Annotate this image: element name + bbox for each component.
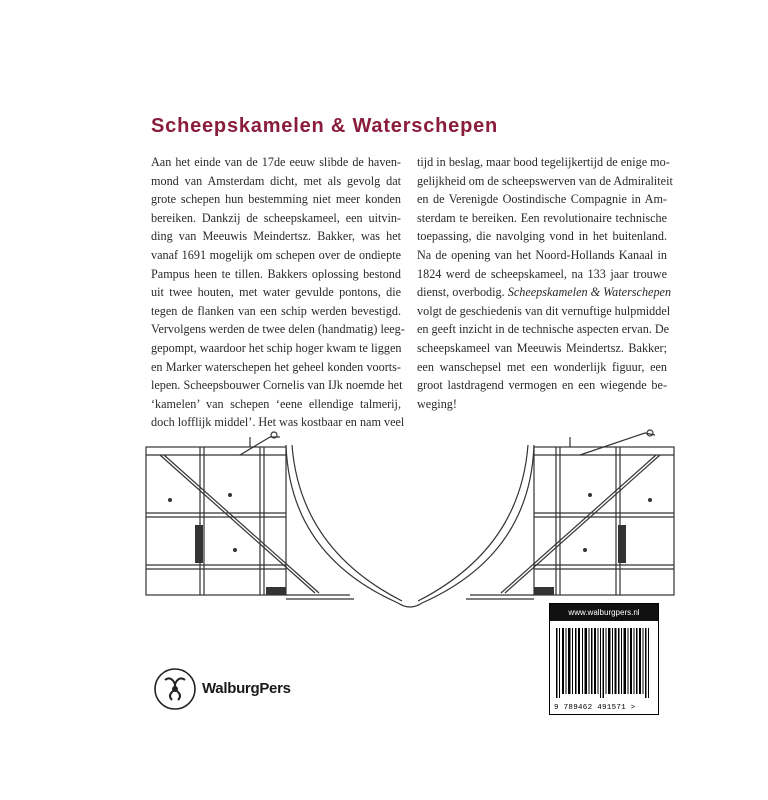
text-line: Vervolgens werden de twee delen (handmatig) leeg-: [151, 322, 405, 337]
text-line: bereiken. Dankzij de scheepskameel, een uitvin-: [151, 210, 401, 225]
text-column-left: [151, 153, 405, 432]
isbn-number: 9 789462 491571 >: [554, 704, 636, 712]
text-line: uit twee houten, met water gevulde pontons, die: [151, 285, 401, 300]
text-line: vanaf 1691 mogelijk om schepen over de ondiepte: [151, 247, 401, 262]
text-fragment: dienst, overbodig.: [417, 285, 508, 300]
publisher-url: www.walburgpers.nl: [550, 604, 658, 621]
text-line: Na de opening van het Noord-Hollands Kanaal in: [417, 247, 667, 262]
text-line: ding van Meeuwis Meindertsz. Bakker, was het: [151, 229, 401, 244]
text-line: gelijkheid om de scheepswerven van de Admiraliteit: [417, 173, 673, 188]
walburgpers-logo-icon: [152, 666, 198, 712]
text-line: Pampus heen te tillen. Bakkers oplossing bestond: [151, 266, 401, 281]
barcode: [549, 603, 659, 715]
text-line: 1824 werd de scheepskameel, na 133 jaar trouwe: [417, 266, 667, 281]
text-line: lepen. Scheepsbouwer Cornelis van IJk noemde het: [151, 378, 403, 393]
text-line: groot lastdragend vermogen en een wiegende be-: [417, 378, 667, 393]
text-line: volgt de geschiedenis van dit vernuftige hulpmiddel: [417, 303, 671, 318]
text-line: scheepskameel van Meeuwis Meindertsz. Bakker;: [417, 340, 667, 355]
text-line: Aan het einde van de 17de eeuw slibde de haven-: [151, 155, 401, 169]
camel-cross-section-drawing: [140, 425, 680, 610]
text-line: ‘kamelen’ van schepen ‘eene ellendige talmerij,: [151, 396, 401, 411]
text-line: tijd in beslag, maar bood tegelijkertijd de enige mo-: [417, 155, 670, 169]
text-line: toepassing, die navolging vond in het buitenland.: [417, 229, 667, 244]
text-line: en Marker waterschepen het geheel konden voorts-: [151, 359, 401, 374]
text-line: sterdam te bereiken. Een revolutionaire technische: [417, 210, 667, 225]
text-line: doch lofflijk middel’. Het was kostbaar en nam veel: [151, 415, 405, 430]
text-line-mixed: [417, 283, 672, 302]
text-line: weging!: [417, 396, 457, 411]
publisher-name: WalburgPers: [202, 680, 291, 697]
text-line: en geeft inzicht in de technische aspecten ervan. De: [417, 322, 670, 337]
barcode-bars: [550, 604, 658, 714]
text-line: grote schepen hun bestemming niet meer konden: [151, 192, 401, 207]
text-column-right: [417, 153, 673, 413]
text-line: mond van Amsterdam dicht, met als gevolg dat: [151, 173, 401, 188]
book-title-italic: Scheepskamelen & Waterschepen: [507, 285, 672, 300]
text-line: tegen de flanken van een schip werden bevestigd.: [151, 303, 401, 318]
text-line: gepompt, waardoor het schip hoger kwam te liggen: [151, 340, 402, 355]
text-line: en de Verenigde Oostindische Compagnie in Am-: [417, 192, 667, 207]
page-title: Scheepskamelen & Waterschepen: [151, 115, 499, 137]
text-line: een wanschepsel met een wonderlijk figuur, een: [417, 359, 667, 374]
